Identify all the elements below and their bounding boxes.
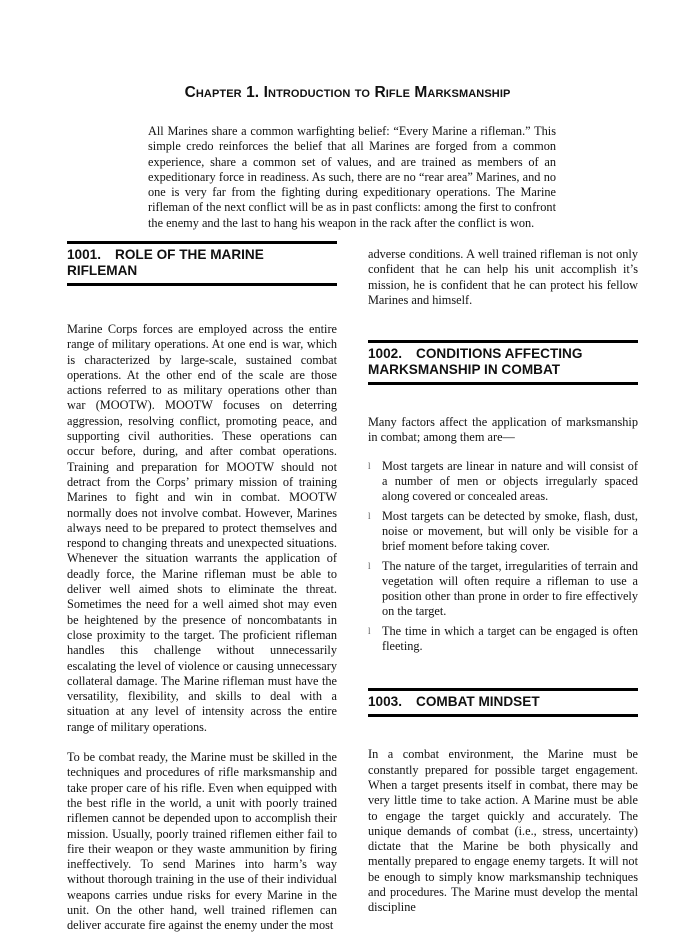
list-item: l Most targets are linear in nature and will consist of a number of men or objects irregularly spaced along covered or concealed areas. <box>368 458 638 504</box>
section-1003-heading <box>368 688 638 717</box>
list-item: l Most targets can be detected by smoke, flash, dust, noise or movement, but will only be visible for a brief moment before taking cover. <box>368 508 638 554</box>
list-item: l The nature of the target, irregularities of terrain and vegetation will often require a rifleman to use a position other than prone in order to fire effectively on the target. <box>368 558 638 619</box>
section-1001-heading <box>67 241 337 286</box>
left-column <box>67 241 337 934</box>
section-number: 1002. <box>368 346 403 362</box>
section-title: ROLE OF THE MARINE RIFLEMAN <box>67 247 264 278</box>
chapter-title: Chapter 1. Introduction to Rifle Marksmanship <box>184 84 511 101</box>
section-number: 1001. <box>67 247 102 262</box>
chapter-intro: All Marines share a common warfighting belief: “Every Marine a rifleman.” This simple credo reinforces the belief that all Marines are forged from a common experience, share a common set of values, and are trained as members of an expeditionary force in readiness. As such, there are no “rear area” Marines, and no one is very far from the fighting during expeditionary operations. The Marine rifleman of the next conflict will be as in past conflicts: among the first to confront the enemy and the last to hang his weapon in the rack after the conflict is won. <box>148 124 556 230</box>
bullet-icon: l <box>368 560 371 571</box>
section-1002-paragraph-1: Many factors affect the application of marksmanship in combat; among them are— <box>368 415 638 445</box>
bullet-icon: l <box>368 510 371 521</box>
list-item: l The time in which a target can be engaged is often fleeting. <box>368 623 638 654</box>
section-1002-heading <box>368 340 638 385</box>
conditions-list <box>368 459 638 655</box>
section-title: CONDITIONS AFFECTING MARKSMANSHIP IN COMBAT <box>368 346 583 378</box>
section-1003-paragraph-1: In a combat environment, the Marine must be constantly prepared for possible target engagement. When a target presents itself in combat, there may be very little time to take action. A Marine must be able to engage the target quickly and accurately. The unique demands of combat (i.e., stress, uncertainty) dictate that the Marine be both physically and mentally prepared to engage enemy targets. It will not be enough to simply know marksmanship techniques and procedures. The Marine must develop the mental discipline <box>368 747 638 915</box>
bullet-icon: l <box>368 460 371 471</box>
section-1001-paragraph-1: Marine Corps forces are employed across the entire range of military operations. At one end is war, which is characterized by large-scale, sustained combat operations. At the other end of the scale are those actions referred to as military operations other than war (MOOTW). MOOTW focuses on deterring aggression, resolving conflict, promoting peace, and supporting civil authorities. These operations can occur before, during, and after combat operations. Training and preparation for MOOTW should not detract from the Corps’ primary mission of training Marines to fight and win in combat. MOOTW normally does not involve combat. However, Marines always need to be prepared to protect themselves and respond to changing threats and unexpected situations. Whenever the situation warrants the application of deadly force, the Marine rifleman must be able to deliver well aimed shots to eliminate the threat. Sometimes the need for a well aimed shot may even be heightened by the presence of noncombatants in close proximity to the target. The proficient rifleman handles this challenge without unnecessarily escalating the level of violence or causing unnecessary collateral damage. The Marine rifleman must have the versatility, flexibility, and skills to deal with a situation at any level of intensity across the entire range of military operations. <box>67 322 337 734</box>
section-1001-paragraph-3: adverse conditions. A well trained rifleman is not only confident that he can help his unit accomplish it’s mission, he is confident that he can protect his fellow Marines and himself. <box>368 247 638 307</box>
section-number: 1003. <box>368 694 403 710</box>
right-column <box>368 247 638 916</box>
section-1001-paragraph-2: To be combat ready, the Marine must be skilled in the techniques and procedures of rifle marksmanship and take proper care of his rifle. Even when equipped with the best rifle in the world, a unit with poorly trained riflemen cannot be depended upon to accomplish their mission. Usually, poorly trained riflemen either fail to fire their weapon or they waste ammunition by firing ineffectively. To send Marines into harm’s way without thorough training in the use of their individual weapons carries undue risks for every Marine in the unit. On the other hand, well trained riflemen can deliver accurate fire against the enemy under the most <box>67 750 337 933</box>
section-title: COMBAT MINDSET <box>416 694 540 710</box>
bullet-icon: l <box>368 625 371 636</box>
